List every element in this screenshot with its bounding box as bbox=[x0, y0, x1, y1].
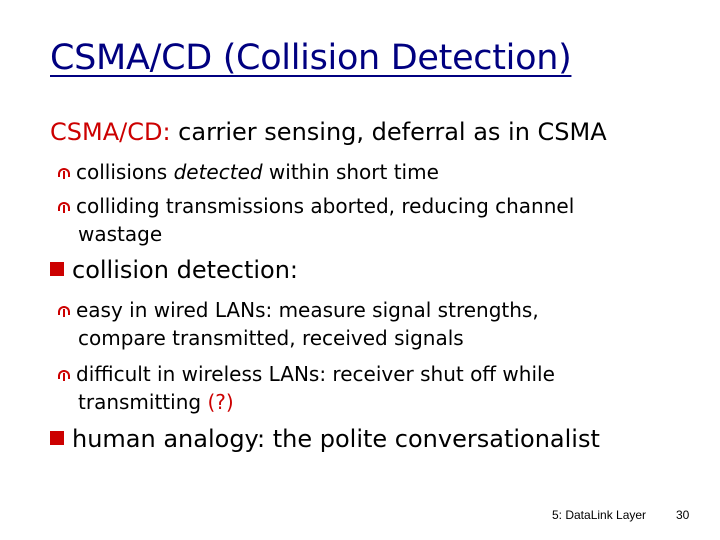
sub-bullet-4 bbox=[58, 362, 555, 386]
arch-bullet-icon bbox=[58, 168, 70, 177]
sub1-text-em: detected bbox=[173, 160, 263, 184]
sub-bullet-3 bbox=[58, 298, 539, 322]
sub4-line2 bbox=[78, 390, 234, 414]
sub4-line1: difficult in wireless LANs: receiver shut off while bbox=[76, 362, 555, 386]
sub3-line2: compare transmitted, received signals bbox=[78, 326, 464, 350]
arch-bullet-icon bbox=[58, 202, 70, 211]
sub-bullet-1 bbox=[58, 160, 439, 184]
page-number: 30 bbox=[676, 508, 690, 522]
bullet-2 bbox=[50, 256, 298, 284]
bullet-3 bbox=[50, 425, 600, 453]
arch-bullet-icon bbox=[58, 370, 70, 379]
intro-line bbox=[50, 118, 607, 146]
sub1-text-post: within short time bbox=[262, 160, 439, 184]
intro-text: carrier sensing, deferral as in CSMA bbox=[170, 118, 607, 146]
bullet3-text: human analogy: the polite conversationalist bbox=[72, 425, 600, 453]
sub-bullet-2 bbox=[58, 194, 574, 218]
sub3-line1: easy in wired LANs: measure signal strengths, bbox=[76, 298, 539, 322]
intro-prefix: CSMA/CD: bbox=[50, 118, 171, 146]
slide-title: CSMA/CD (Collision Detection) bbox=[50, 38, 572, 78]
footer-label: 5: DataLink Layer bbox=[552, 508, 647, 522]
sub2-line2: wastage bbox=[78, 222, 163, 246]
square-bullet-icon bbox=[50, 431, 64, 445]
square-bullet-icon bbox=[50, 262, 64, 276]
sub4-question-mark: (?) bbox=[207, 390, 234, 414]
arch-bullet-icon bbox=[58, 306, 70, 315]
sub1-text-pre: collisions bbox=[76, 160, 174, 184]
bullet2-text: collision detection: bbox=[72, 256, 299, 284]
sub2-line1: colliding transmissions aborted, reducing channel bbox=[76, 194, 575, 218]
sub4-line2-text: transmitting bbox=[78, 390, 208, 414]
